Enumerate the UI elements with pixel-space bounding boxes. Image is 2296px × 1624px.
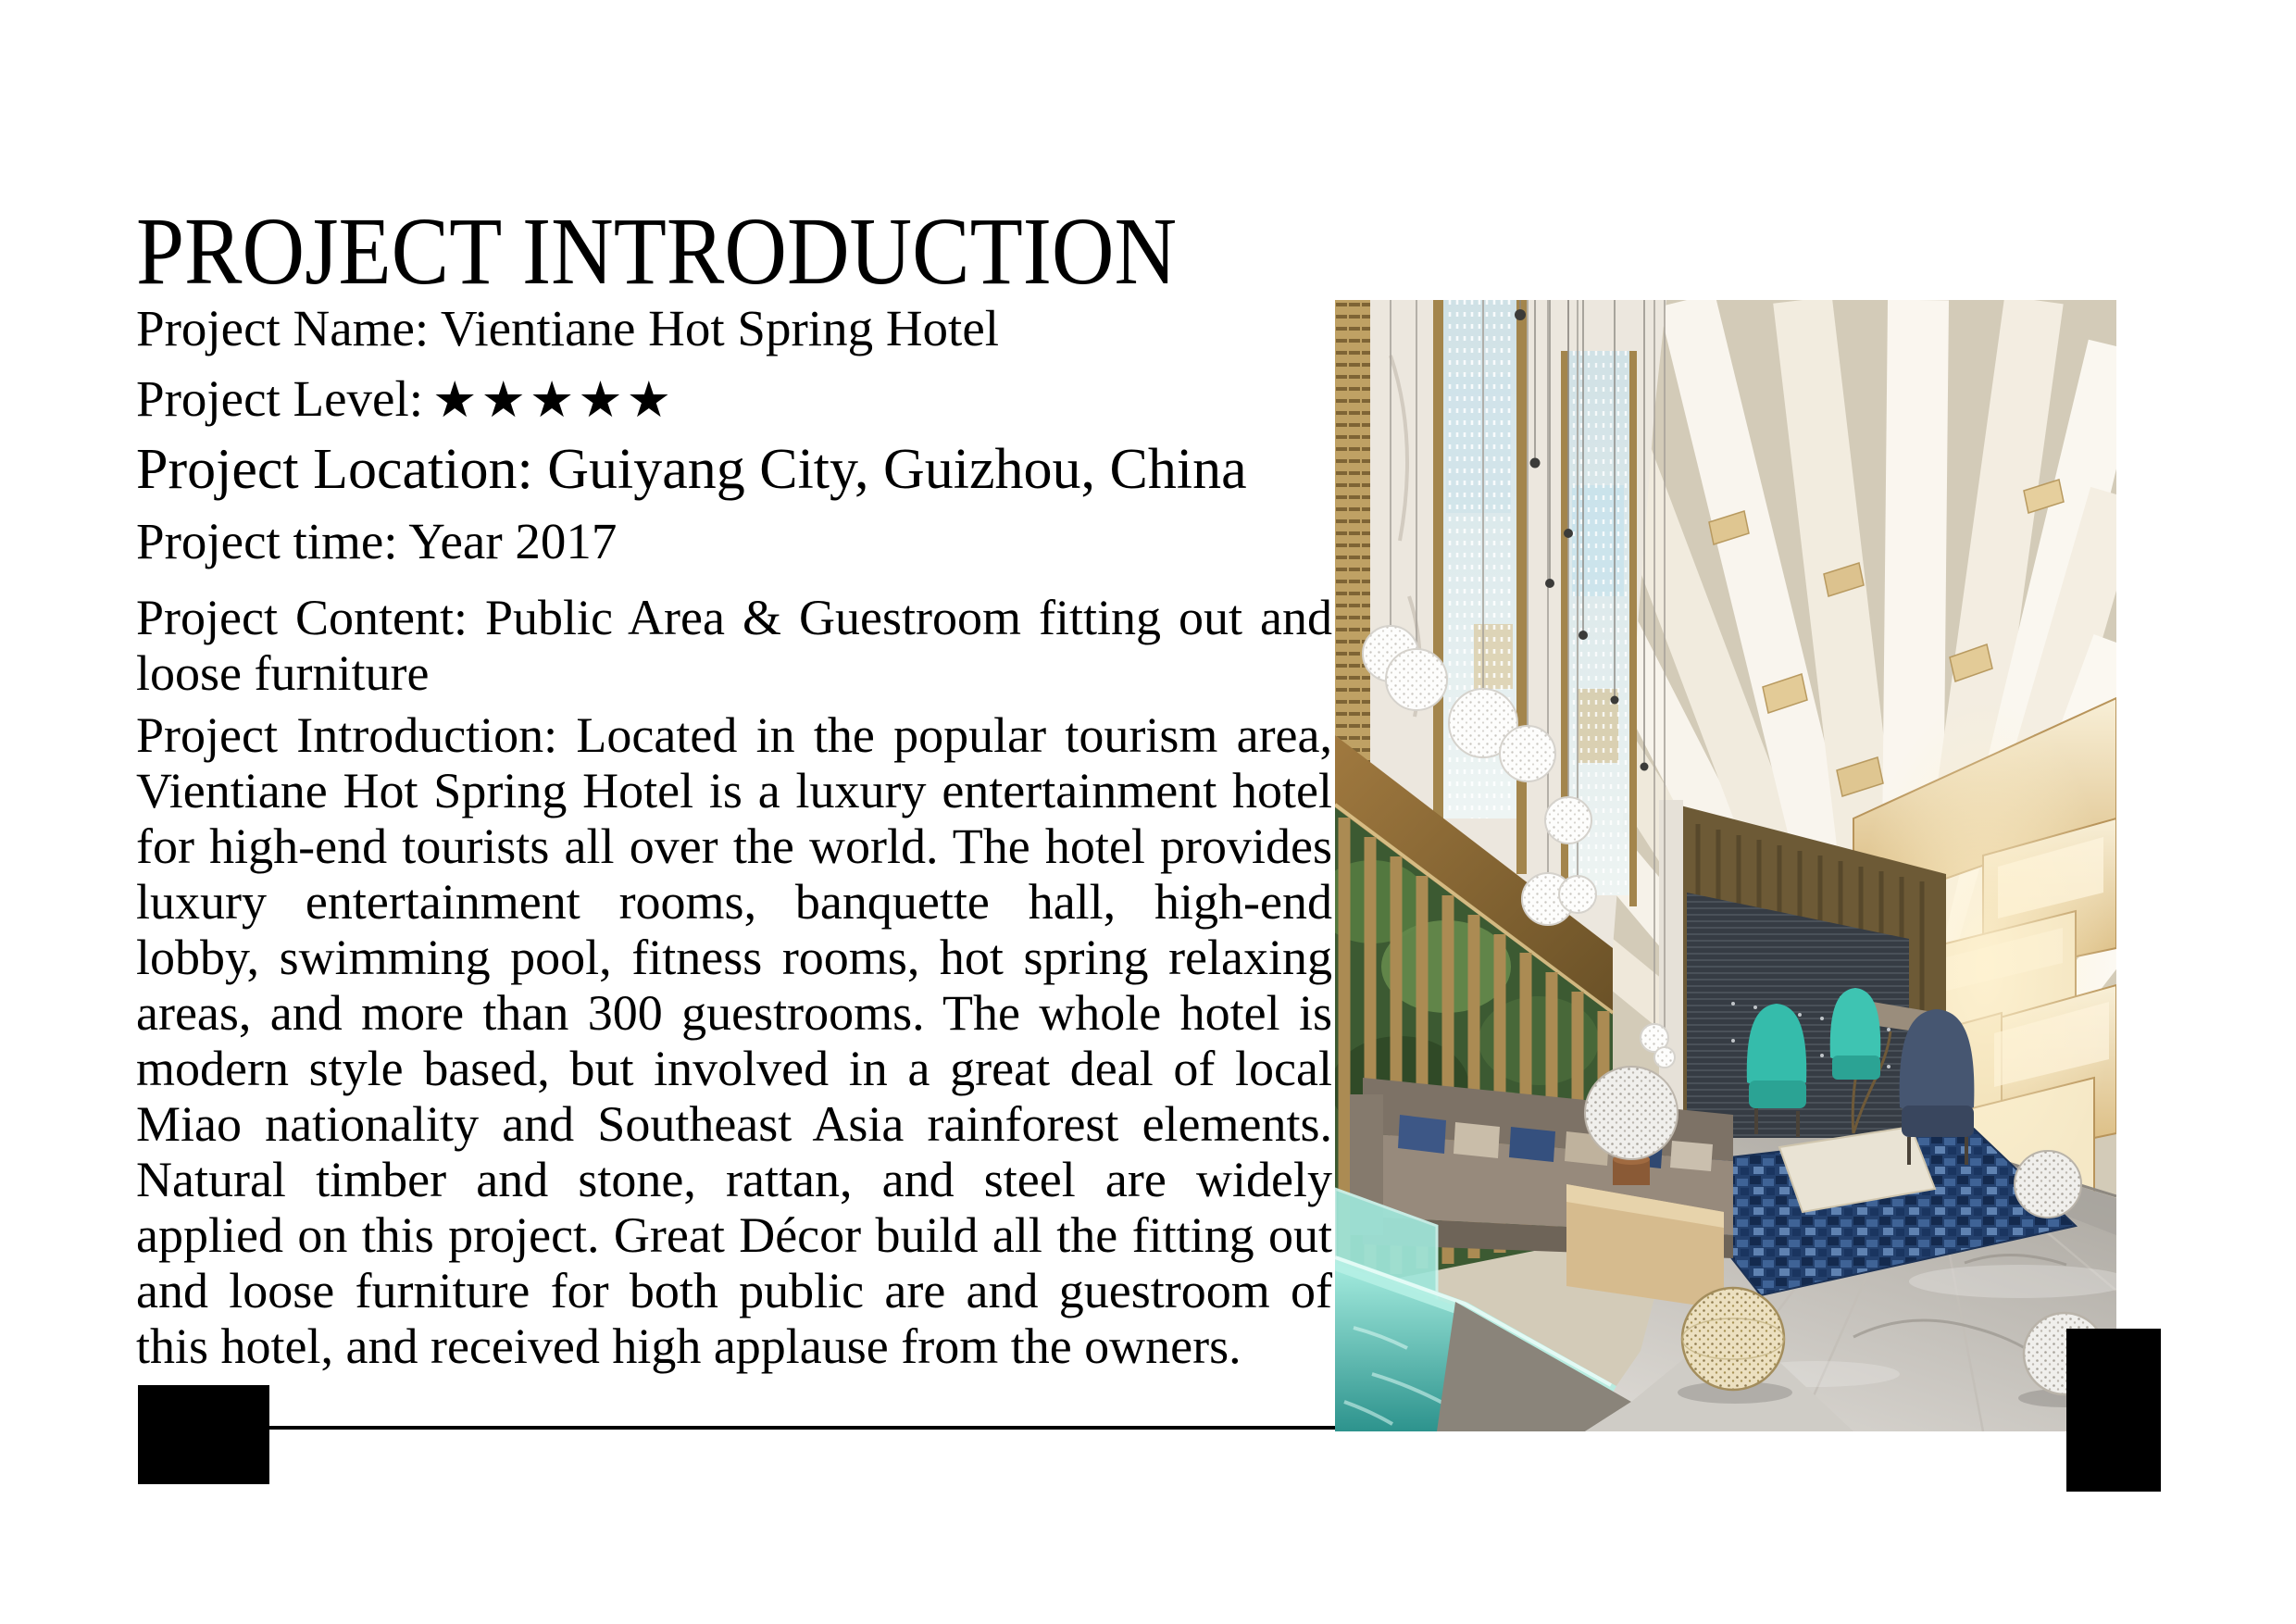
star-rating: ★★★★★ (432, 370, 676, 429)
project-location-line: Project Location: Guiyang City, Guizhou, China (136, 438, 1247, 501)
project-introduction-paragraph: Project Introduction: Located in the popular tourism area, Vientiane Hot Spring Hotel is a luxury entertainment hotel for high-end tourists all over the world. The hotel provides luxury entertainment rooms, banquette hall, high-end lobby, swimming pool, fitness rooms, hot spring relaxing areas, and more than 300 guestrooms. The whole hotel is modern style based, but involved in a great deal of local Miao nationality and Southeast Asia rainforest elements. Natural timber and stone, rattan, and steel are widely applied on this project. Great Décor build all the fitting out and loose furniture for both public are and guestroom of this hotel, and received high applause from the owners. (136, 707, 1332, 1374)
gold-lattice-screen (1335, 300, 1370, 763)
hotel-lobby-photo (1335, 300, 2116, 1431)
project-level-label: Project Level: (136, 370, 424, 427)
divider-line (269, 1426, 1335, 1430)
left-black-decor-block (138, 1385, 269, 1484)
page-title: PROJECT INTRODUCTION (136, 197, 1178, 305)
mesh-sculpture (1585, 1067, 1678, 1159)
right-black-decor-block (2066, 1329, 2161, 1492)
project-content-paragraph: Project Content: Public Area & Guestroom fitting out and loose furniture (136, 590, 1332, 701)
project-name-line: Project Name: Vientiane Hot Spring Hotel (136, 300, 1000, 356)
project-time-line: Project time: Year 2017 (136, 513, 618, 569)
project-level-line (136, 370, 676, 429)
